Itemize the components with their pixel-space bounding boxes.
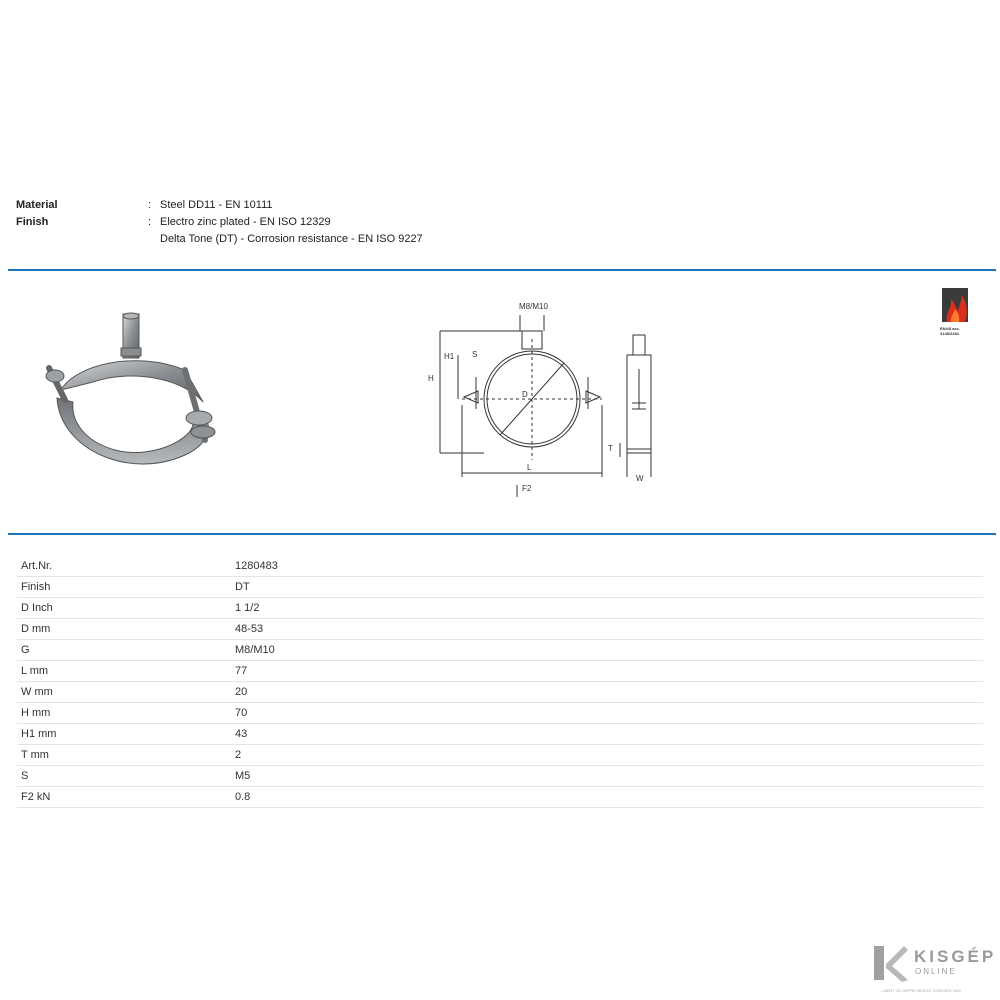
table-row	[17, 724, 983, 745]
table-value: M8/M10	[231, 640, 983, 661]
spec-value: Steel DD11 - EN 10111	[160, 199, 273, 211]
table-row	[17, 619, 983, 640]
table-value: DT	[231, 577, 983, 598]
spec-row-finish	[16, 214, 423, 231]
drawing-s-label: S	[472, 350, 478, 359]
spec-colon: :	[148, 199, 152, 211]
drawing-l-label: L	[527, 463, 532, 472]
logo-sub: ONLINE	[915, 967, 957, 976]
spec-colon: :	[148, 216, 152, 228]
table-key: D Inch	[17, 598, 231, 619]
table-row	[17, 787, 983, 808]
spec-block	[16, 197, 423, 248]
table-key: H1 mm	[17, 724, 231, 745]
table-value: 2	[231, 745, 983, 766]
spec-label: Material	[16, 199, 58, 211]
table-key: L mm	[17, 661, 231, 682]
drawing-thread-label: M8/M10	[519, 302, 548, 311]
table-key: W mm	[17, 682, 231, 703]
table-value: 48-53	[231, 619, 983, 640]
divider-top	[8, 269, 996, 271]
table-value: 1 1/2	[231, 598, 983, 619]
spec-label	[16, 231, 148, 248]
table-row	[17, 703, 983, 724]
table-key: D mm	[17, 619, 231, 640]
table-key: Art.Nr.	[17, 556, 231, 577]
drawing-h1-label: H1	[444, 352, 455, 361]
table-row	[17, 766, 983, 787]
spec-row-material	[16, 197, 423, 214]
drawing-t-label: T	[608, 444, 613, 453]
spec-value: Delta Tone (DT) - Corrosion resistance - EN ISO 9227	[160, 233, 423, 245]
table-value: 0.8	[231, 787, 983, 808]
table-value: 1280483	[231, 556, 983, 577]
table-row	[17, 598, 983, 619]
pipe-clamp-photo	[35, 310, 230, 480]
table-key: G	[17, 640, 231, 661]
table-row	[17, 640, 983, 661]
table-row	[17, 661, 983, 682]
table-key: F2 kN	[17, 787, 231, 808]
kisgep-logo-icon	[870, 942, 910, 984]
table-key: T mm	[17, 745, 231, 766]
spec-label: Finish	[16, 216, 49, 228]
table-key: Finish	[17, 577, 231, 598]
spec-colon	[148, 231, 160, 248]
table-row	[17, 682, 983, 703]
table-value: 43	[231, 724, 983, 745]
table-value: 70	[231, 703, 983, 724]
table-row	[17, 556, 983, 577]
drawing-w-label: W	[636, 474, 644, 483]
spec-value: Electro zinc plated - EN ISO 12329	[160, 216, 331, 228]
logo-tagline: ...MERT JÓ GÉPRE MINDIG SZÜKSÉG VAN	[880, 988, 961, 993]
table-row	[17, 577, 983, 598]
table-value: M5	[231, 766, 983, 787]
kisgep-logo[interactable]	[870, 942, 1000, 1000]
table-key: H mm	[17, 703, 231, 724]
table-value: 77	[231, 661, 983, 682]
logo-name: KISGÉP	[914, 947, 997, 966]
spec-row-finish-2	[16, 231, 423, 248]
table-row	[17, 745, 983, 766]
drawing-d-label: D	[522, 390, 528, 399]
fire-rating-text: EN4/8 acc. 3148/2484	[940, 326, 961, 336]
table-value: 20	[231, 682, 983, 703]
table-key: S	[17, 766, 231, 787]
technical-drawing	[420, 295, 670, 510]
drawing-h-label: H	[428, 374, 434, 383]
drawing-f2-label: F2	[522, 484, 532, 493]
spec-table	[17, 556, 983, 808]
divider-bottom	[8, 533, 996, 535]
